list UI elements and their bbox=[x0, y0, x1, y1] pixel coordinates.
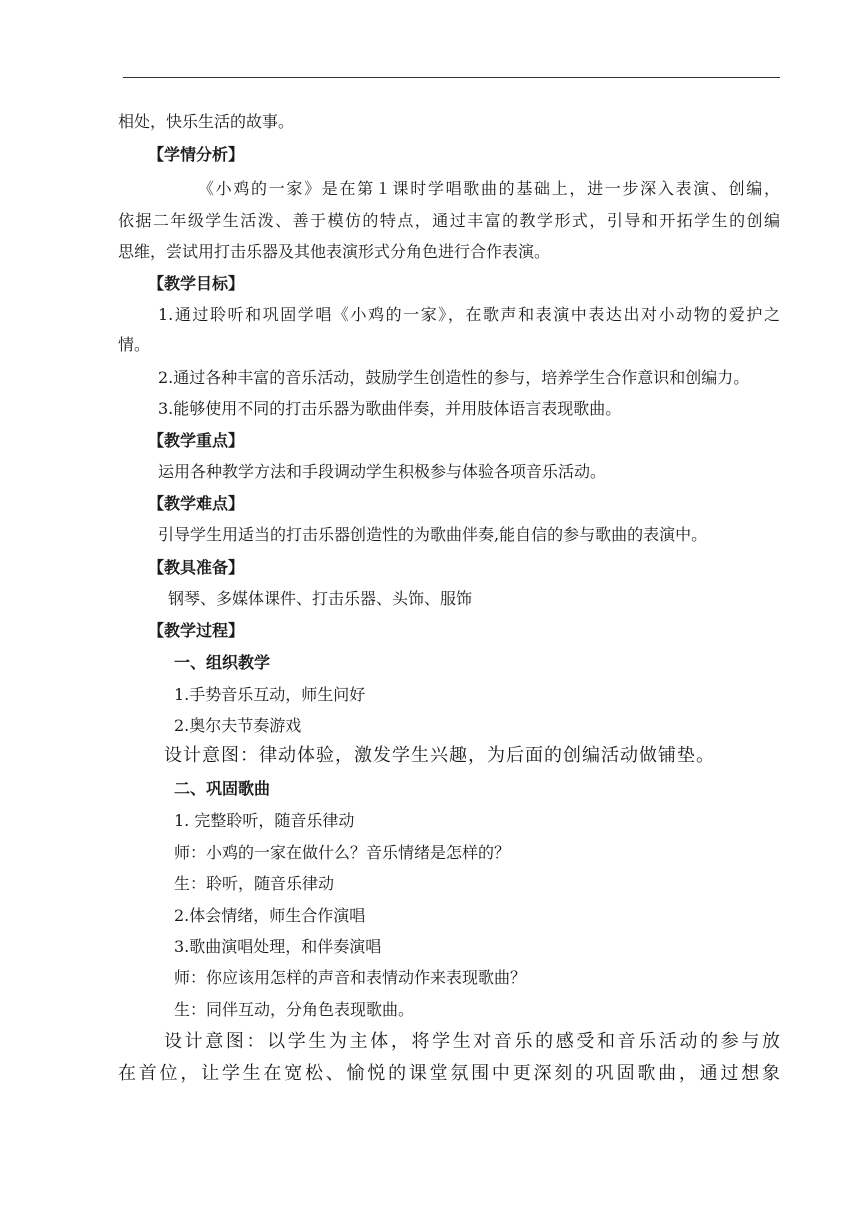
text-line: 1. 完整聆听，随音乐律动 bbox=[174, 811, 355, 830]
header-rule bbox=[123, 77, 780, 78]
subsection-heading: 一、组织教学 bbox=[174, 653, 271, 672]
text-line: 1.手势音乐互动，师生问好 bbox=[174, 685, 366, 704]
text-line: 3.歌曲演唱处理，和伴奏演唱 bbox=[174, 937, 382, 956]
text-line: 依据二年级学生活泼、善于模仿的特点，通过丰富的教学形式，引导和开拓学生的创编 bbox=[118, 211, 780, 230]
section-heading: 【学情分析】 bbox=[148, 145, 245, 164]
section-heading: 【教学难点】 bbox=[148, 494, 245, 513]
text-line: 在首位，让学生在宽松、愉悦的课堂氛围中更深刻的巩固歌曲，通过想象 bbox=[118, 1063, 780, 1084]
section-heading: 【教具准备】 bbox=[148, 558, 245, 577]
text-line: 相处，快乐生活的故事。 bbox=[118, 112, 295, 131]
section-heading: 【教学过程】 bbox=[148, 621, 245, 640]
text-line: 《小鸡的一家》是在第１课时学唱歌曲的基础上，进一步深入表演、创编， bbox=[198, 179, 780, 198]
text-line: 钢琴、多媒体课件、打击乐器、头饰、服饰 bbox=[168, 589, 473, 608]
section-heading: 【教学目标】 bbox=[148, 274, 245, 293]
text-line: 生：同伴互动，分角色表现歌曲。 bbox=[174, 1000, 415, 1019]
design-intent: 设计意图：以学生为主体，将学生对音乐的感受和音乐活动的参与放 bbox=[164, 1031, 780, 1052]
text-line: 师：小鸡的一家在做什么？音乐情绪是怎样的？ bbox=[174, 843, 511, 862]
text-line: 引导学生用适当的打击乐器创造性的为歌曲伴奏,能自信的参与歌曲的表演中。 bbox=[158, 525, 708, 544]
text-line: 生：聆听，随音乐律动 bbox=[174, 874, 335, 893]
text-line: 3.能够使用不同的打击乐器为歌曲伴奏，并用肢体语言表现歌曲。 bbox=[158, 399, 622, 418]
text-line: 2.奥尔夫节奏游戏 bbox=[174, 716, 302, 735]
text-line: 情。 bbox=[118, 335, 151, 354]
section-heading: 【教学重点】 bbox=[148, 431, 245, 450]
text-line: 思维，尝试用打击乐器及其他表演形式分角色进行合作表演。 bbox=[118, 242, 551, 261]
text-line: 2.体会情绪，师生合作演唱 bbox=[174, 906, 366, 925]
design-intent: 设计意图：律动体验，激发学生兴趣，为后面的创编活动做铺垫。 bbox=[164, 745, 715, 766]
text-line: 师：你应该用怎样的声音和表情动作来表现歌曲？ bbox=[174, 968, 527, 987]
text-line: 1.通过聆听和巩固学唱《小鸡的一家》，在歌声和表演中表达出对小动物的爱护之 bbox=[158, 305, 780, 324]
subsection-heading: 二、巩固歌曲 bbox=[174, 779, 271, 798]
text-line: 运用各种教学方法和手段调动学生积极参与体验各项音乐活动。 bbox=[158, 462, 607, 481]
text-line: 2.通过各种丰富的音乐活动，鼓励学生创造性的参与，培养学生合作意识和创编力。 bbox=[158, 368, 750, 387]
